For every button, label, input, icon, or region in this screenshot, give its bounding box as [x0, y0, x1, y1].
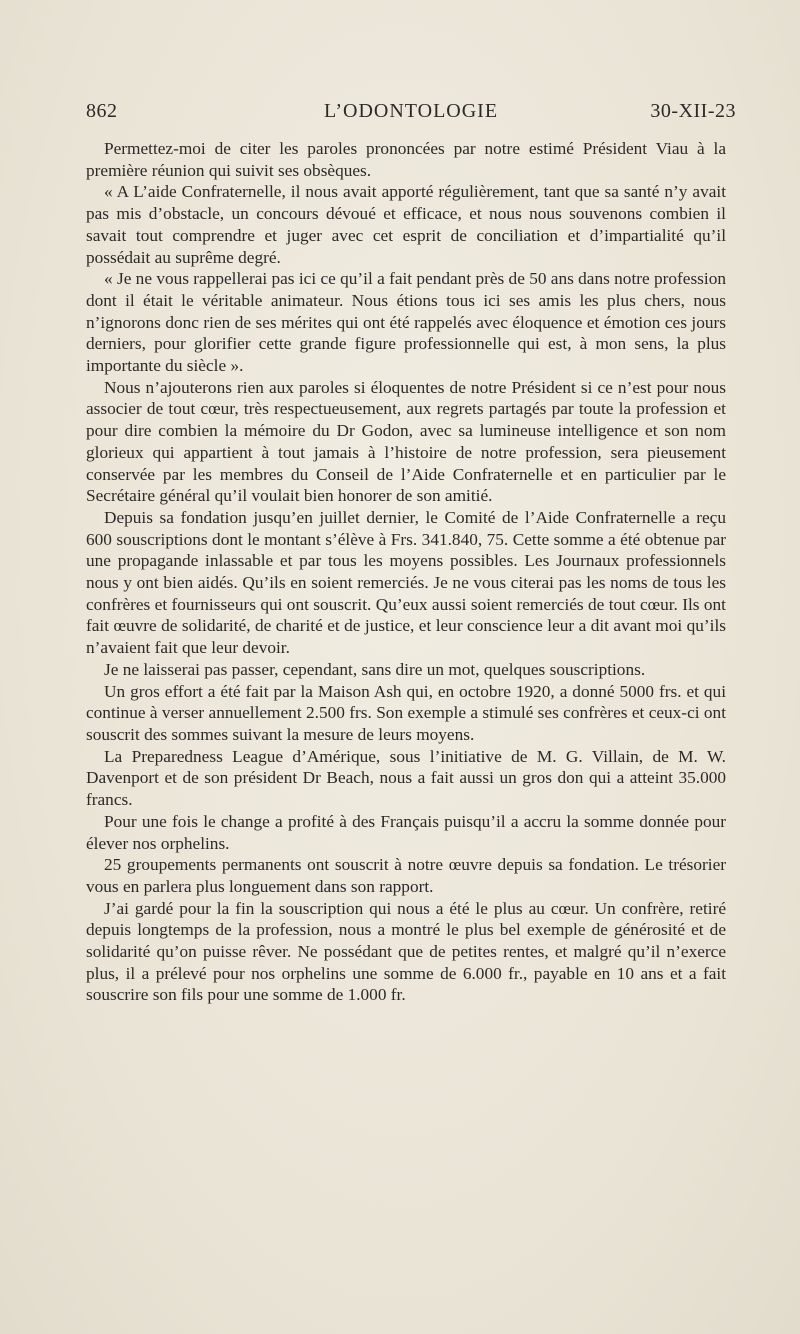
page-header — [86, 100, 736, 130]
paragraph: La Preparedness League d’Amérique, sous l’initiative de M. G. Villain, de M. W. Davenport et de son président Dr Beach, nous a fait aussi un gros don qui a atteint 35.000 francs. — [86, 746, 726, 810]
paragraph: Un gros effort a été fait par la Maison Ash qui, en octobre 1920, a donné 5000 frs. et qui continue à verser annuellement 2.500 frs. Son exemple a stimulé ses confrères et ceux-ci ont souscrit des sommes suivant la mesure de leurs moyens. — [86, 681, 726, 744]
quote-paragraph: « Je ne vous rappellerai pas ici ce qu’il a fait pendant près de 50 ans dans notre profession dont il était le véritable animateur. Nous étions tous ici ses amis les plus chers, nous n’ignorons donc rien de ses mérites qui ont été rappelés avec éloquence et émotion ces jours derniers, pour glorifier cette grande figure professionnelle qui est, à mon sens, la plus importante du siècle ». — [86, 269, 726, 376]
issue-date: 30-XII-23 — [650, 100, 736, 122]
page-body — [86, 138, 726, 1006]
paragraph: Pour une fois le change a profité à des Français puisqu’il a accru la somme donnée pour élever nos orphelins. — [86, 811, 726, 853]
paragraph: Depuis sa fondation jusqu’en juillet dernier, le Comité de l’Aide Confraternelle a reçu 600 souscriptions dont le montant s’élève à Frs. 341.840, 75. Cette somme a été obtenue par une propagande inlassable et par tous les moyens possibles. Les Journaux professionnels nous y ont bien aidés. Qu’ils en soient remerciés. Je ne vous citerai pas les noms de tous les confrères et fournisseurs qui ont souscrit. Qu’eux aussi soient remerciés de tout cœur. Ils ont fait œuvre de solidarité, de charité et de justice, et leur conscience leur a dit avant moi qu’ils n’avaient fait que leur devoir. — [86, 507, 726, 658]
quote-paragraph: « A L’aide Confraternelle, il nous avait apporté régulièrement, tant que sa santé n’y avait pas mis d’obstacle, un concours dévoué et efficace, et nous nous souvenons combien il savait tout comprendre et juger avec cet esprit de conciliation et d’impartialité qu’il possédait au suprême degré. — [86, 182, 726, 267]
page-number: 862 — [86, 100, 118, 122]
running-title: L’ODONTOLOGIE — [323, 100, 499, 122]
paragraph: J’ai gardé pour la fin la souscription qui nous a été le plus au cœur. Un confrère, retiré depuis longtemps de la profession, nous a montré le plus bel exemple de générosité et de solidarité qu’on puisse rêver. Ne possédant que de petites rentes, et malgré qu’il n’exerce plus, il a prélevé pour nos orphelins une somme de 6.000 fr., payable en 10 ans et a fait souscrire son fils pour une somme de 1.000 fr. — [86, 898, 726, 1005]
paragraph: Je ne laisserai pas passer, cependant, sans dire un mot, quelques souscriptions. — [104, 659, 646, 679]
paragraph: Nous n’ajouterons rien aux paroles si éloquentes de notre Président si ce n’est pour nous associer de tout cœur, très respectueusement, aux regrets partagés par toute la profession et pour dire combien la mémoire du Dr Godon, avec sa lumineuse intelligence et son nom glorieux qui appartient à tout jamais à l’histoire de notre profession, sera pieusement conservée par les membres du Conseil de l’Aide Confraternelle et en particulier par le Secrétaire général qu’il voulait bien honorer de son amitié. — [86, 377, 726, 506]
paragraph: Permettez-moi de citer les paroles prononcées par notre estimé Président Viau à la première réunion qui suivit ses obsèques. — [86, 139, 726, 180]
paragraph: 25 groupements permanents ont souscrit à notre œuvre depuis sa fondation. Le trésorier vous en parlera plus longuement dans son rapport. — [86, 855, 726, 896]
